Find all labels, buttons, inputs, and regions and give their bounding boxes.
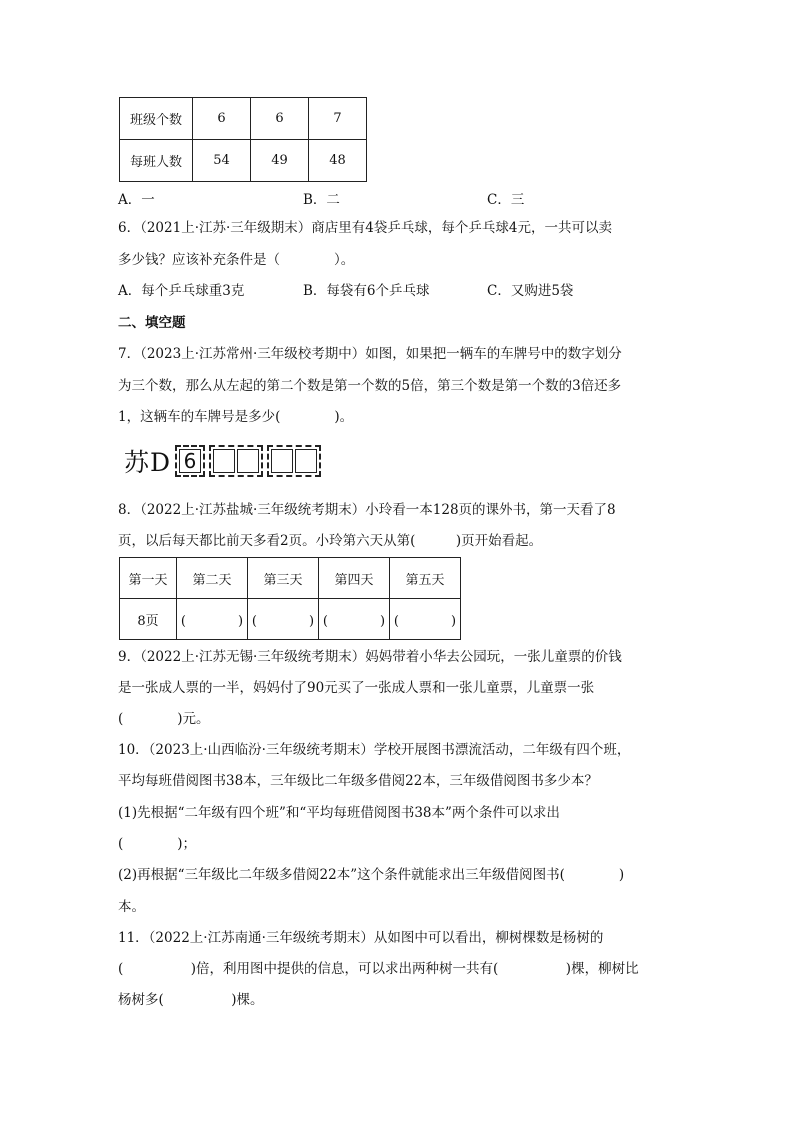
q10-line-4: ( )； — [118, 836, 197, 852]
table-row — [120, 558, 461, 599]
q5-option-b: B．二 — [303, 192, 340, 208]
table-header-cell: 第三天 — [248, 558, 319, 599]
q7-line-2: 为三个数，那么从左起的第二个数是第一个数的5倍，第三个数是第一个数的3倍还多 — [118, 378, 622, 394]
table-header-cell: 第一天 — [120, 558, 177, 599]
table-row — [120, 599, 461, 640]
q10-line-5: (2)再根据“三年级比二年级多借阅22本”这个条件就能求出三年级借阅图书( ) — [118, 867, 625, 883]
q7-line-1: 7．（2023上·江苏常州·三年级校考期中）如图，如果把一辆车的车牌号中的数字划分 — [118, 346, 622, 362]
q8-line-1: 8．（2022上·江苏盐城·三年级统考期末）小玲看一本128页的课外书，第一天看了8 — [118, 502, 616, 518]
plate-empty-cell — [213, 449, 235, 473]
table-cell: 6 — [251, 98, 309, 140]
q10-line-1: 10．（2023上·山西临汾·三年级统考期末）学校开展图书漂流活动，二年级有四个班， — [118, 742, 631, 758]
table-cell: 6 — [193, 98, 251, 140]
q5-option-a: A．一 — [118, 192, 155, 208]
q5-option-c: C．三 — [487, 192, 525, 208]
q7-line-3: 1，这辆车的车牌号是多少( )。 — [118, 409, 354, 425]
table-cell: 8页 — [120, 599, 177, 640]
answer-blank: ( ) — [319, 599, 390, 640]
q9-line-2: 是一张成人票的一半，妈妈付了90元买了一张成人票和一张儿童票，儿童票一张 — [118, 680, 595, 696]
q6-line-2: 多少钱？应该补充条件是（ ）。 — [118, 252, 355, 268]
table-header-cell: 第五天 — [390, 558, 461, 599]
plate-group-3 — [267, 445, 321, 477]
plate-empty-cell — [237, 449, 259, 473]
table-row — [120, 140, 367, 182]
table-header-cell: 第二天 — [177, 558, 248, 599]
license-plate-figure — [124, 443, 325, 479]
table-cell: 7 — [309, 98, 367, 140]
section-heading: 二、填空题 — [118, 315, 186, 331]
plate-prefix: 苏D — [124, 448, 172, 477]
plate-empty-cell — [295, 449, 317, 473]
plate-group-2 — [209, 445, 263, 477]
plate-empty-cell — [271, 449, 293, 473]
q6-option-c: C．又购进5袋 — [487, 283, 574, 299]
table-row-label: 班级个数 — [120, 98, 193, 140]
q10-line-3: (1)先根据“二年级有四个班”和“平均每班借阅图书38本”两个条件可以求出 — [118, 805, 560, 821]
q10-line-2: 平均每班借阅图书38本，三年级比二年级多借阅22本，三年级借阅图书多少本？ — [118, 773, 598, 789]
q10-line-6: 本。 — [118, 899, 145, 915]
answer-blank: ( ) — [248, 599, 319, 640]
q6-option-a: A．每个乒乓球重3克 — [118, 283, 245, 299]
table-header-cell: 第四天 — [319, 558, 390, 599]
q6-line-1: 6．（2021上·江苏·三年级期末）商店里有4袋乒乓球，每个乒乓球4元，一共可以卖 — [118, 220, 612, 236]
q9-line-3: ( )元。 — [118, 711, 210, 727]
table-row-label: 每班人数 — [120, 140, 193, 182]
table-cell: 54 — [193, 140, 251, 182]
q11-line-2: ( )倍，利用图中提供的信息，可以求出两种树一共有( )棵，柳树比 — [118, 961, 639, 977]
q9-line-1: 9．（2022上·江苏无锡·三年级统考期末）妈妈带着小华去公园玩，一张儿童票的价钱 — [118, 649, 622, 665]
q11-line-3: 杨树多( )棵。 — [118, 992, 264, 1008]
reading-days-table — [119, 557, 461, 640]
q11-line-1: 11．（2022上·江苏南通·三年级统考期末）从如图中可以看出，柳树棵数是杨树的 — [118, 930, 604, 946]
class-size-table — [119, 97, 367, 182]
plate-group-1 — [175, 445, 205, 477]
table-cell: 49 — [251, 140, 309, 182]
q8-line-2: 页，以后每天都比前天多看2页。小玲第六天从第( )页开始看起。 — [118, 533, 543, 549]
table-cell: 48 — [309, 140, 367, 182]
table-row — [120, 98, 367, 140]
answer-blank: ( ) — [177, 599, 248, 640]
q6-option-b: B．每袋有6个乒乓球 — [303, 283, 430, 299]
answer-blank: ( ) — [390, 599, 461, 640]
plate-digit: 6 — [179, 449, 201, 473]
